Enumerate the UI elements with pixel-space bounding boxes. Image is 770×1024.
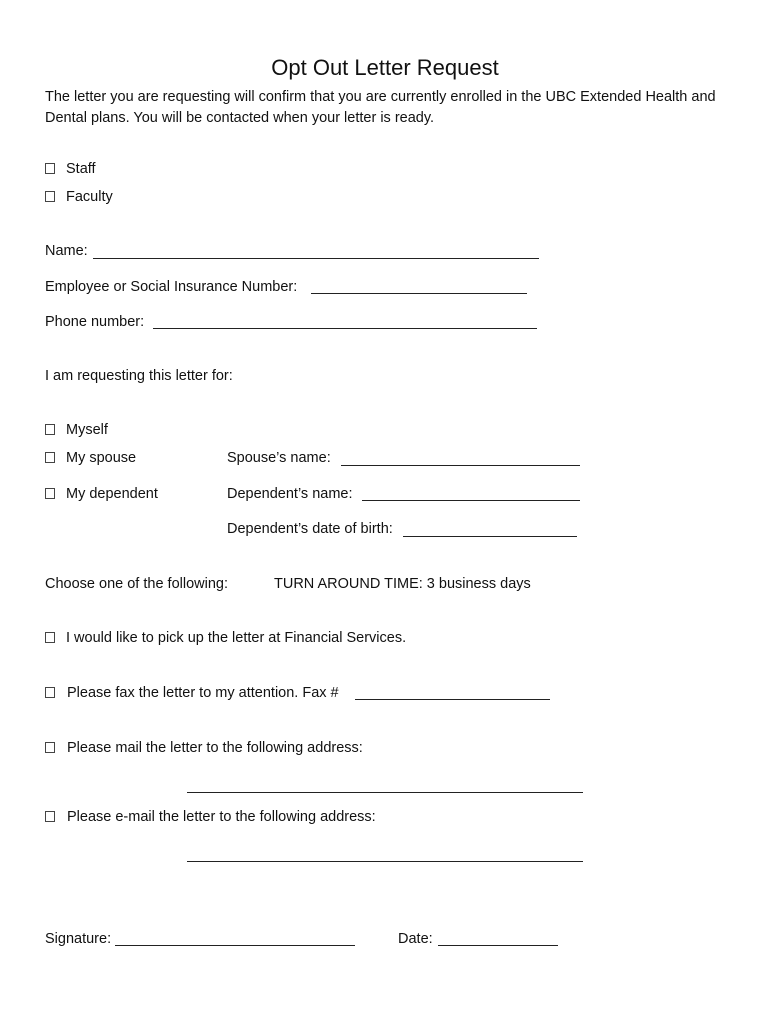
request-for-heading: I am requesting this letter for: — [45, 368, 233, 384]
dependent-label: My dependent — [66, 486, 158, 502]
email-checkbox[interactable] — [45, 811, 55, 822]
fax-number-field[interactable] — [355, 699, 550, 700]
email-label: Please e-mail the letter to the following address: — [67, 809, 376, 825]
fax-label: Please fax the letter to my attention. Fax # — [67, 685, 339, 701]
delivery-heading: Choose one of the following: — [45, 576, 228, 592]
intro-text: The letter you are requesting will confirm that you are currently enrolled in the UBC Extended Health and Dental plans. You will be contacted when your letter is ready. — [45, 89, 716, 126]
myself-label: Myself — [66, 422, 108, 438]
dependent-name-field[interactable] — [362, 500, 580, 501]
mail-label: Please mail the letter to the following address: — [67, 740, 363, 756]
date-label: Date: — [398, 931, 433, 947]
date-field[interactable] — [438, 945, 558, 946]
phone-field[interactable] — [153, 328, 537, 329]
name-field[interactable] — [93, 258, 539, 259]
employee-number-label: Employee or Social Insurance Number: — [45, 279, 298, 295]
dependent-name-label: Dependent’s name: — [227, 486, 353, 502]
mail-checkbox[interactable] — [45, 742, 55, 753]
pickup-label: I would like to pick up the letter at Financial Services. — [66, 630, 407, 646]
pickup-checkbox[interactable] — [45, 632, 55, 643]
dependent-checkbox[interactable] — [45, 488, 55, 499]
signature-field[interactable] — [115, 945, 355, 946]
name-label: Name: — [45, 243, 88, 259]
mail-address-field[interactable] — [187, 792, 583, 793]
staff-label: Staff — [66, 161, 96, 177]
turnaround-time: TURN AROUND TIME: 3 business days — [274, 576, 531, 592]
dependent-dob-field[interactable] — [403, 536, 577, 537]
spouse-name-field[interactable] — [341, 465, 580, 466]
myself-checkbox[interactable] — [45, 424, 55, 435]
faculty-checkbox[interactable] — [45, 191, 55, 202]
phone-label: Phone number: — [45, 314, 145, 330]
signature-label: Signature: — [45, 931, 112, 947]
spouse-name-label: Spouse’s name: — [227, 450, 331, 466]
faculty-label: Faculty — [66, 189, 113, 205]
spouse-label: My spouse — [66, 450, 137, 466]
page-title: Opt Out Letter Request — [271, 55, 499, 80]
email-address-field[interactable] — [187, 861, 583, 862]
fax-checkbox[interactable] — [45, 687, 55, 698]
staff-checkbox[interactable] — [45, 163, 55, 174]
dependent-dob-label: Dependent’s date of birth: — [227, 521, 393, 537]
spouse-checkbox[interactable] — [45, 452, 55, 463]
employee-number-field[interactable] — [311, 293, 527, 294]
